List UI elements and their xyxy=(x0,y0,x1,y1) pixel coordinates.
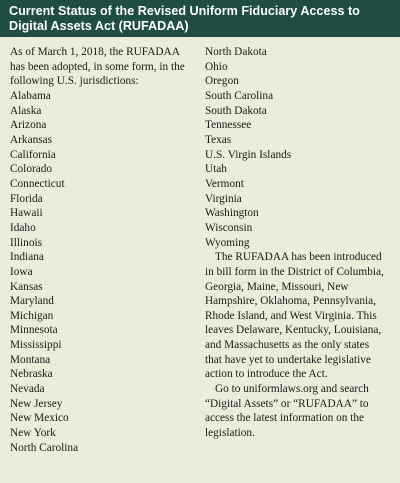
state-item: Nebraska xyxy=(10,368,53,381)
state-item: Alabama xyxy=(10,89,51,102)
state-item: California xyxy=(10,148,56,161)
state-item: Nevada xyxy=(10,383,45,396)
state-item: Iowa xyxy=(10,265,33,278)
state-item: Texas xyxy=(205,133,232,146)
right-column xyxy=(205,45,388,441)
state-item: Wisconsin xyxy=(205,221,253,234)
state-item: Utah xyxy=(205,163,227,176)
state-item: Vermont xyxy=(205,177,244,190)
state-item: Florida xyxy=(10,192,43,205)
state-item: Tennessee xyxy=(205,119,252,132)
state-item: New Mexico xyxy=(10,412,69,425)
state-item: Kansas xyxy=(10,280,43,293)
state-item: U.S. Virgin Islands xyxy=(205,148,292,161)
state-item: New York xyxy=(10,427,56,440)
state-list-right xyxy=(205,45,388,250)
introduced-paragraph: The RUFADAA has been introduced in bill form in the District of Columbia, Georgia, Maine, Missouri, New Hampshire, Oklahoma, Pennsylvania, Rhode Island, and West Virginia. This leaves Delaware, Kentucky, Louisiana, and Massachusetts as the only states that have yet to undertake legislative action to introduce the Act. xyxy=(205,251,384,381)
sidebar-title: Current Status of the Revised Uniform Fiduciary Access to Digital Assets Act (RUFADAA) xyxy=(9,4,360,33)
state-item: Idaho xyxy=(10,221,36,234)
state-item: Virginia xyxy=(205,192,242,205)
state-item: Maryland xyxy=(10,295,54,308)
state-list-left xyxy=(10,89,200,455)
state-item: Arkansas xyxy=(10,133,53,146)
state-item: New Jersey xyxy=(10,397,63,410)
state-item: Alaska xyxy=(10,104,42,117)
intro-text: As of March 1, 2018, the RUFADAA has been adopted, in some form, in the following U.S. jurisdictions: xyxy=(10,46,185,88)
state-item: Minnesota xyxy=(10,324,58,337)
state-item: Arizona xyxy=(10,119,47,132)
state-item: Connecticut xyxy=(10,177,65,190)
state-item: Washington xyxy=(205,207,259,220)
state-item: South Carolina xyxy=(205,89,274,102)
header-bar xyxy=(0,0,400,37)
state-item: Colorado xyxy=(10,163,53,176)
state-item: Ohio xyxy=(205,60,228,73)
state-item: Illinois xyxy=(10,236,43,249)
more-info-paragraph: Go to uniformlaws.org and search “Digital Assets” or “RUFADAA” to access the latest information on the legislation. xyxy=(205,383,369,440)
state-item: Indiana xyxy=(10,251,44,264)
left-column xyxy=(10,45,200,455)
state-item: Hawaii xyxy=(10,207,43,220)
state-item: Oregon xyxy=(205,75,239,88)
state-item: Michigan xyxy=(10,309,54,322)
state-item: Montana xyxy=(10,353,51,366)
state-item: North Carolina xyxy=(10,441,79,454)
state-item: North Dakota xyxy=(205,46,267,58)
state-item: Wyoming xyxy=(205,236,250,249)
state-item: South Dakota xyxy=(205,104,267,117)
state-item: Mississippi xyxy=(10,339,62,352)
